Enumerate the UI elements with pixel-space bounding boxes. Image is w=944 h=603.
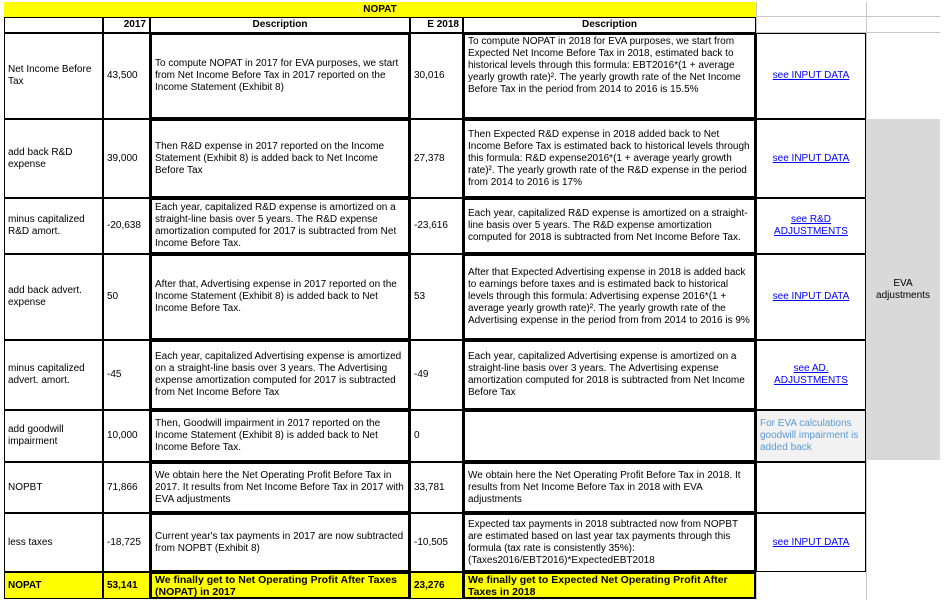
header-2017[interactable]: 2017 — [103, 17, 150, 33]
reference-link[interactable]: see INPUT DATA — [756, 119, 866, 198]
total-label[interactable]: NOPAT — [4, 572, 103, 599]
value-2018[interactable]: 53 — [410, 254, 463, 340]
description-2018[interactable]: Expected tax payments in 2018 subtracted now from NOPBT are estimated based on last year tax payments through this formula (tax rate is consistently 35%): (Taxes2016/EBT2016)*ExpectedEBT2018 — [463, 513, 756, 572]
value-2017[interactable]: 43,500 — [103, 33, 150, 119]
description-2017[interactable]: Each year, capitalized Advertising expense is amortized on a straight-line basis over 3 years. The Advertising expense amortization computed for 2017 is subtracted from Net Income Before Tax — [150, 340, 410, 410]
sheet-title[interactable]: NOPAT — [4, 2, 756, 17]
header-e2018[interactable]: E 2018 — [410, 17, 463, 33]
description-2017[interactable]: Then R&D expense in 2017 reported on the Income Statement (Exhibit 8) is added back to Net Income Before Tax — [150, 119, 410, 198]
description-2018[interactable] — [463, 410, 756, 462]
reference-link[interactable] — [756, 462, 866, 513]
total-2017-value[interactable]: 53,141 — [103, 572, 150, 599]
value-2017[interactable]: 39,000 — [103, 119, 150, 198]
description-2017[interactable]: Current year's tax payments in 2017 are now subtracted from NOPBT (Exhibit 8) — [150, 513, 410, 572]
reference-link[interactable]: see AD. ADJUSTMENTS — [756, 340, 866, 410]
description-2018[interactable]: After that Expected Advertising expense in 2018 is added back to earnings before taxes and is estimated back to historical levels through this formula: Advertising expense 2016*(1 + average yearly growth rate)². The yearly growth rate of the Advertising expense in the period from from 2014 to 2016 is 9% — [463, 254, 756, 340]
row-label[interactable]: Net Income Before Tax — [4, 33, 103, 119]
value-2018[interactable]: 27,378 — [410, 119, 463, 198]
value-2017[interactable]: -20,638 — [103, 198, 150, 254]
description-2018[interactable]: Each year, capitalized Advertising expense is amortized on a straight-line basis over 3 years. The Advertising expense amortization computed for 2018 is subtracted from Net Income Before Tax — [463, 340, 756, 410]
gridline — [756, 16, 940, 17]
description-2017[interactable]: Each year, capitalized R&D expense is amortized on a straight-line basis over 5 years. The R&D expense amortization computed for 2017 is subtracted from Net Income Before Tax. — [150, 198, 410, 254]
description-2018[interactable]: Each year, capitalized R&D expense is amortized on a straight-line basis over 5 years. The R&D expense amortization computed for 2018 is subtracted from Net Income Before Tax. — [463, 198, 756, 254]
value-2018[interactable]: -49 — [410, 340, 463, 410]
description-2018[interactable]: To compute NOPAT in 2018 for EVA purposes, we start from Expected Net Income Before Tax in 2018, estimated back to historical levels through this formula: EBT2016*(1 + average yearly growth rate)². The yearly growth rate of the Net Income Before Tax in the period from 2014 to 2016 is 15.5% — [463, 33, 756, 119]
description-2018[interactable]: We obtain here the Net Operating Profit Before Tax in 2018. It results from Net Income Before Tax in 2018 with EVA adjustments — [463, 462, 756, 513]
row-label[interactable]: add back R&D expense — [4, 119, 103, 198]
value-2017[interactable]: 10,000 — [103, 410, 150, 462]
row-label[interactable]: minus capitalized advert. amort. — [4, 340, 103, 410]
reference-link[interactable]: see INPUT DATA — [756, 513, 866, 572]
total-2017-description[interactable]: We finally get to Net Operating Profit After Taxes (NOPAT) in 2017 — [150, 572, 410, 599]
reference-link[interactable]: see INPUT DATA — [756, 33, 866, 119]
eva-adjustments-label[interactable]: EVA adjustments — [866, 119, 940, 460]
row-label[interactable]: less taxes — [4, 513, 103, 572]
header-description-2018[interactable]: Description — [463, 17, 756, 33]
row-label[interactable]: NOPBT — [4, 462, 103, 513]
description-2018[interactable]: Then Expected R&D expense in 2018 added back to Net Income Before Tax is estimated back to historical levels through this formula: R&D expense2016*(1 + average yearly growth rate)². The yearly growth rate of the R&D expense in the period from 2014 to 2016 is 17% — [463, 119, 756, 198]
row-label[interactable]: add goodwill impairment — [4, 410, 103, 462]
value-2018[interactable]: 33,781 — [410, 462, 463, 513]
reference-link[interactable]: see R&D ADJUSTMENTS — [756, 198, 866, 254]
value-2017[interactable]: 71,866 — [103, 462, 150, 513]
goodwill-note[interactable]: For EVA calculations goodwill impairment is added back — [756, 410, 866, 462]
value-2017[interactable]: 50 — [103, 254, 150, 340]
value-2017[interactable]: -45 — [103, 340, 150, 410]
total-2018-description[interactable]: We finally get to Expected Net Operating Profit After Taxes in 2018 — [463, 572, 756, 599]
header-description-2017[interactable]: Description — [150, 17, 410, 33]
row-label[interactable]: minus capitalized R&D amort. — [4, 198, 103, 254]
description-2017[interactable]: After that, Advertising expense in 2017 reported on the Income Statement (Exhibit 8) is added back to Net Income Before Tax. — [150, 254, 410, 340]
value-2017[interactable]: -18,725 — [103, 513, 150, 572]
spreadsheet — [4, 2, 940, 600]
description-2017[interactable]: To compute NOPAT in 2017 for EVA purposes, we start from Net Income Before Tax in 2017 reported on the Income Statement (Exhibit 8) — [150, 33, 410, 119]
total-2018-value[interactable]: 23,276 — [410, 572, 463, 599]
value-2018[interactable]: -23,616 — [410, 198, 463, 254]
header-label-cell[interactable] — [4, 17, 103, 33]
value-2018[interactable]: 30,016 — [410, 33, 463, 119]
value-2018[interactable]: 0 — [410, 410, 463, 462]
description-2017[interactable]: We obtain here the Net Operating Profit Before Tax in 2017. It results from Net Income Before Tax in 2017 with EVA adjustments — [150, 462, 410, 513]
value-2018[interactable]: -10,505 — [410, 513, 463, 572]
row-label[interactable]: add back advert. expense — [4, 254, 103, 340]
description-2017[interactable]: Then, Goodwill impairment in 2017 reported on the Income Statement (Exhibit 8) is added back to Net Income Before Tax. — [150, 410, 410, 462]
reference-link[interactable]: see INPUT DATA — [756, 254, 866, 340]
